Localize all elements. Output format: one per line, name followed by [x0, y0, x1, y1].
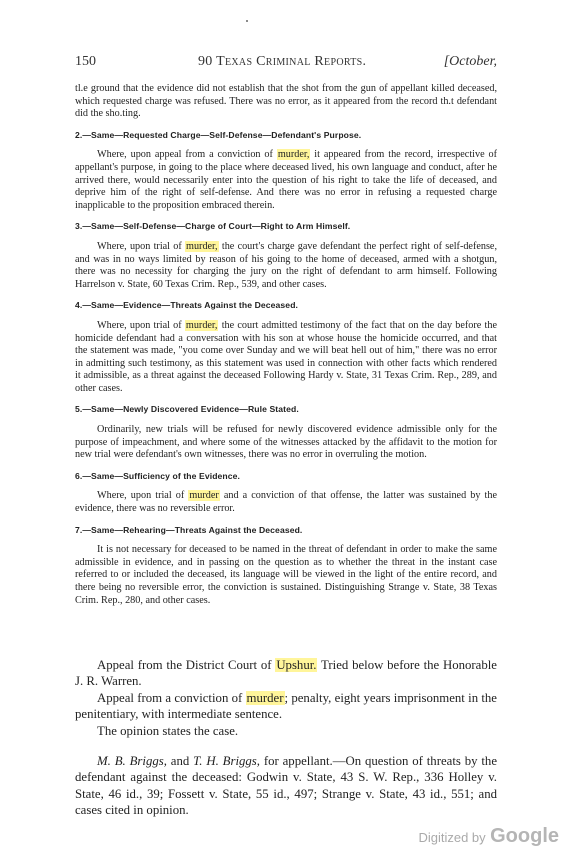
opinion-line: The opinion states the case. — [97, 723, 239, 738]
case-statement — [75, 657, 497, 819]
highlight-murder: murder — [246, 690, 284, 705]
counsel-and: and — [166, 754, 194, 769]
headnote-heading-2: 2.—Same—Requested Charge—Self-Defense—Defendant's Purpose. — [75, 129, 362, 140]
counsel-paragraph — [75, 753, 497, 819]
appeal-line — [75, 657, 497, 690]
headnote-heading-7: 7.—Same—Rehearing—Threats Against the Deceased. — [75, 524, 303, 535]
appeal-after: Tried below before the Honorable J. R. Warren. — [75, 658, 497, 689]
headnote-body-4 — [75, 320, 497, 396]
counsel-name-2: T. H. Briggs, — [193, 754, 260, 769]
headnote-heading-4: 4.—Same—Evidence—Threats Against the Deceased. — [75, 300, 299, 311]
headnote-2-after: it appeared from the record, irrespective of appellant's purpose, in going to the place where deceased lived, his own language and conduct, after he arrived there, would necessarily enter into the question of his right to take the life of deceased, and deprive him of the right of self-defense. And there was no error in refusing a requested charge inapplicable to the proposition embraced therein. — [75, 149, 497, 211]
headnote-2-before: Where, upon appeal from a conviction of — [97, 149, 277, 161]
conviction-line — [75, 690, 497, 723]
highlight-county: Upshur. — [276, 658, 317, 672]
headnote-heading-3: 3.—Same—Self-Defense—Charge of Court—Right to Arm Himself. — [75, 221, 351, 232]
headnote-intro — [75, 83, 497, 121]
google-logo: Google — [490, 825, 559, 847]
digitized-watermark — [418, 825, 559, 848]
digitized-by-text: Digitized by — [418, 830, 486, 845]
headnote-body-2 — [75, 149, 497, 212]
headnote-3-after: the court's charge gave defendant the perfect right of self-defense, and was in no ways limited by reason of his going to the home of deceased, armed with a shotgun, there was no necessity for charging the jury on the right of defendant to arm himself. Following Harrelson v. State, 60 Texas Crim. Rep., 539, and other cases. — [75, 240, 497, 290]
headnote-body-6 — [75, 490, 497, 515]
page-number: 150 — [75, 54, 96, 69]
appeal-before: Appeal from the District Court of — [97, 658, 276, 672]
conviction-after: ; penalty, eight years imprisonment in the penitentiary, with intermediate sentence. — [75, 690, 497, 722]
scan-speck — [246, 20, 248, 22]
highlight-murder: murder, — [186, 240, 218, 252]
counsel-rest: for appellant.—On question of threats by the defendant against the deceased: Godwin v. State, 43 S. W. Rep., 336 Holley v. State, 46 id., 39; Fossett v. State, 55 id., 497; Strange v. State, 43 id., 551; and cases cited in opinion. — [75, 754, 497, 818]
headnote-heading-5: 5.—Same—Newly Discovered Evidence—Rule Stated. — [75, 404, 299, 415]
conviction-before: Appeal from a conviction of — [97, 690, 246, 705]
running-title: 90 Texas Criminal Reports. — [198, 54, 367, 69]
headnote-5-text: Ordinarily, new trials will be refused for newly discovered evidence admissible only for the purpose of impeachment, and where some of the witnesses attacked by the affidavit to the motion for new trial were defendant's own witnesses, there was no error in overruling the motion. — [75, 424, 497, 461]
headnote-4-before: Where, upon trial of — [97, 319, 185, 331]
month-label: [October, — [443, 54, 497, 69]
headnote-body-7 — [75, 544, 497, 607]
highlight-murder: murder — [189, 490, 219, 502]
headnote-6-before: Where, upon trial of — [97, 490, 189, 502]
headnote-6-after: and a conviction of that offense, the latter was sustained by the evidence, there was no reversible error. — [75, 490, 497, 515]
highlight-murder: murder, — [185, 319, 218, 331]
highlight-murder: murder, — [277, 149, 310, 161]
headnote-3-before: Where, upon trial of — [97, 240, 186, 252]
headnote-body-3 — [75, 241, 497, 291]
counsel-name-1: M. B. Briggs, — [97, 754, 167, 769]
headnote-heading-6: 6.—Same—Sufficiency of the Evidence. — [75, 470, 241, 481]
headnote-intro-text: tl.e ground that the evidence did not establish that the shot from the gun of appellant killed deceased, which requested charge was refused. There was no error, as it appeared from the record th.t defendant did the sho.ting. — [75, 83, 497, 120]
headnote-4-after: the court admitted testimony of the fact that on the day before the homicide defendant had a conversation with his son at whose house the homicide occurred, and that the statement was made, "you come over Sunday and we will beat hell out of him," there was no error in admitting such testimony, as this statement was used in connection with other facts which rendered it admissible, as a threat against the deceased Following Hardy v. State, 31 Texas Crim. Rep., 289, and other cases. — [75, 319, 497, 394]
headnote-body-5 — [75, 424, 497, 462]
headnotes — [75, 83, 497, 607]
headnote-7-text: It is not necessary for deceased to be named in the threat of defendant in order to make the same admissible in evidence, and in passing on the question as to whether the threat in the instant case referred to or included the deceased, its language will be viewed in the light of the entire record, and there being no reversible error, the conviction is sustained. Distinguishing Strange v. State, 38 Texas Crim. Rep., 280, and other cases. — [75, 544, 497, 606]
